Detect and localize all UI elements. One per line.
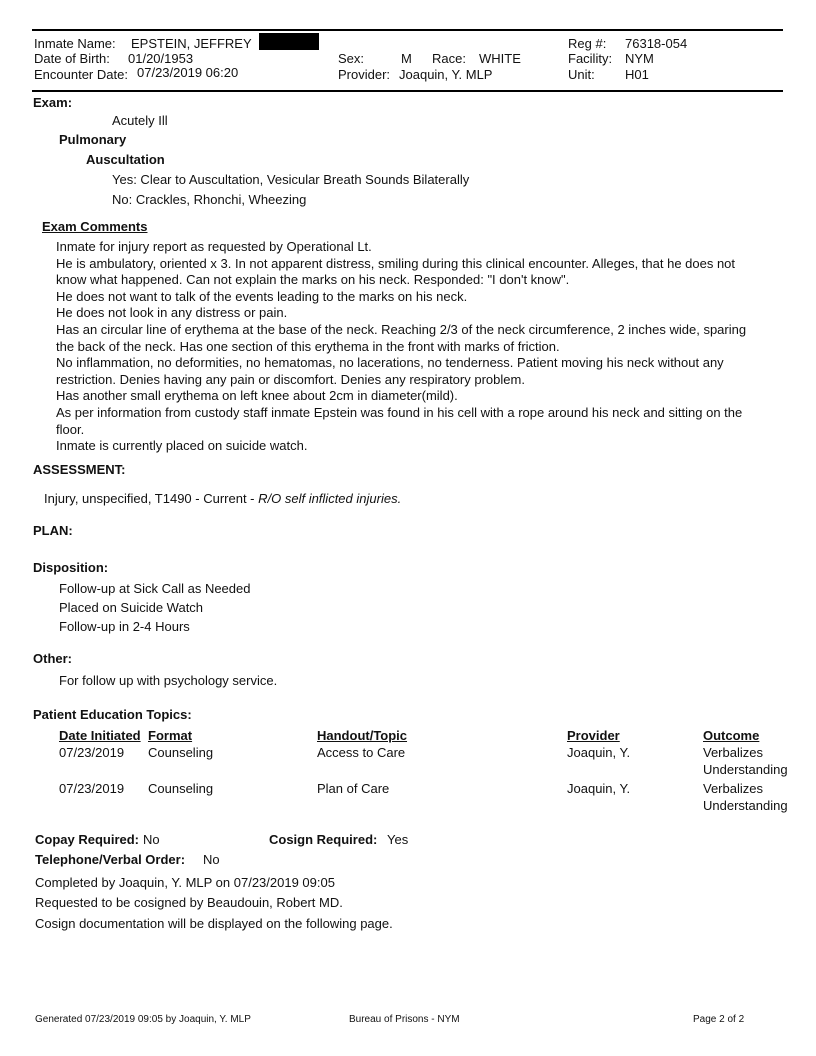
comment-line: Has another small erythema on left knee about 2cm in diameter(mild). bbox=[56, 388, 458, 404]
row-topic: Access to Care bbox=[317, 745, 406, 760]
facility-label: Facility: bbox=[568, 51, 613, 66]
row-outcome-line2: Understanding bbox=[703, 798, 788, 813]
row-outcome-line2: Understanding bbox=[703, 762, 788, 777]
comment-line: Has an circular line of erythema at the base of the neck. Reaching 2/3 of the neck circumference, 2 inches wide, sparing bbox=[56, 321, 747, 337]
footer-bureau: Bureau of Prisons - NYM bbox=[349, 1014, 460, 1025]
row-format: Counseling bbox=[148, 745, 214, 760]
education-heading: Patient Education Topics: bbox=[33, 707, 192, 722]
comment-line: As per information from custody staff inmate Epstein was found in his cell with a rope around his neck and sitting on the bbox=[56, 404, 743, 420]
col-outcome: Outcome bbox=[703, 728, 760, 743]
unit-value: H01 bbox=[625, 67, 649, 82]
facility-value: NYM bbox=[625, 51, 654, 66]
col-date-initiated: Date Initiated bbox=[59, 728, 141, 743]
race-label: Race: bbox=[432, 51, 466, 66]
encounter-date-label: Encounter Date: bbox=[34, 67, 128, 82]
copay-value: No bbox=[143, 832, 160, 847]
row-topic: Plan of Care bbox=[317, 781, 390, 796]
comment-line: He does not look in any distress or pain. bbox=[56, 305, 288, 321]
disposition-item: Follow-up in 2-4 Hours bbox=[59, 619, 190, 634]
comment-line: Inmate is currently placed on suicide watch. bbox=[56, 438, 308, 454]
provider-value: Joaquin, Y. MLP bbox=[399, 67, 493, 82]
comment-line: Inmate for injury report as requested by Operational Lt. bbox=[56, 239, 372, 254]
exam-heading: Exam: bbox=[33, 95, 73, 110]
copay-label: Copay Required: bbox=[35, 832, 140, 847]
other-heading: Other: bbox=[33, 651, 72, 666]
completed-by: Completed by Joaquin, Y. MLP on 07/23/2019 09:05 bbox=[35, 875, 335, 890]
col-format: Format bbox=[148, 728, 193, 743]
assessment-text bbox=[44, 491, 401, 506]
row-date: 07/23/2019 bbox=[59, 745, 125, 760]
other-text: For follow up with psychology service. bbox=[59, 673, 278, 688]
header-bottom-rule bbox=[32, 90, 783, 92]
assessment-heading: ASSESSMENT: bbox=[33, 462, 126, 477]
comment-line: floor. bbox=[56, 421, 85, 437]
dob-value: 01/20/1953 bbox=[128, 51, 194, 66]
row-provider: Joaquin, Y. bbox=[567, 781, 631, 796]
comment-line: restriction. Denies having any pain or discomfort. Denies any respiratory problem. bbox=[56, 371, 525, 387]
sex-label: Sex: bbox=[338, 51, 365, 66]
comment-line: No inflammation, no deformities, no hematomas, no lacerations, no tenderness. Patient moving his neck without any bbox=[56, 355, 724, 371]
dob-label: Date of Birth: bbox=[34, 51, 110, 66]
comment-line: the back of the neck. Has one section of this erythema in the front with marks of friction. bbox=[56, 338, 560, 354]
sex-value: M bbox=[401, 51, 412, 66]
col-handout-topic: Handout/Topic bbox=[317, 728, 408, 743]
comment-line: He does not want to talk of the events leading to the marks on his neck. bbox=[56, 288, 468, 304]
assessment-diagnosis: Injury, unspecified, T1490 - Current - bbox=[44, 491, 259, 506]
assessment-note: R/O self inflicted injuries. bbox=[258, 491, 402, 506]
exam-comments-body bbox=[56, 239, 776, 455]
disposition-item: Follow-up at Sick Call as Needed bbox=[59, 581, 251, 596]
disposition-heading: Disposition: bbox=[33, 560, 109, 575]
telephone-order-label: Telephone/Verbal Order: bbox=[35, 852, 186, 867]
exam-yes: Yes: Clear to Auscultation, Vesicular Breath Sounds Bilaterally bbox=[112, 172, 470, 187]
redaction-box bbox=[259, 33, 319, 50]
row-outcome-line1: Verbalizes bbox=[703, 745, 763, 760]
comment-line: He is ambulatory, oriented x 3. In not apparent distress, smiling during this clinical encounter. Alleges, that he does not bbox=[56, 255, 736, 271]
reg-value: 76318-054 bbox=[625, 36, 688, 51]
encounter-date-value: 07/23/2019 06:20 bbox=[137, 65, 239, 80]
exam-system: Pulmonary bbox=[59, 132, 127, 147]
disposition-item: Placed on Suicide Watch bbox=[59, 600, 204, 615]
cosign-value: Yes bbox=[387, 832, 409, 847]
row-provider: Joaquin, Y. bbox=[567, 745, 631, 760]
inmate-name-label: Inmate Name: bbox=[34, 36, 116, 51]
row-outcome-line1: Verbalizes bbox=[703, 781, 763, 796]
footer-generated: Generated 07/23/2019 09:05 by Joaquin, Y. MLP bbox=[35, 1014, 251, 1025]
cosign-request: Requested to be cosigned by Beaudouin, Robert MD. bbox=[35, 895, 343, 910]
cosign-documentation-note: Cosign documentation will be displayed on the following page. bbox=[35, 916, 393, 931]
exam-no: No: Crackles, Rhonchi, Wheezing bbox=[112, 192, 307, 207]
plan-heading: PLAN: bbox=[33, 523, 73, 538]
row-format: Counseling bbox=[148, 781, 214, 796]
exam-subsection: Auscultation bbox=[86, 152, 165, 167]
inmate-name: EPSTEIN, JEFFREY bbox=[131, 36, 252, 51]
telephone-order-value: No bbox=[203, 852, 220, 867]
row-date: 07/23/2019 bbox=[59, 781, 125, 796]
col-provider: Provider bbox=[567, 728, 620, 743]
provider-label: Provider: bbox=[338, 67, 391, 82]
exam-general: Acutely Ill bbox=[112, 113, 168, 128]
reg-label: Reg #: bbox=[568, 36, 607, 51]
cosign-label: Cosign Required: bbox=[269, 832, 378, 847]
exam-comments-heading: Exam Comments bbox=[42, 219, 148, 234]
race-value: WHITE bbox=[479, 51, 521, 66]
footer-page-number: Page 2 of 2 bbox=[693, 1014, 745, 1025]
comment-line: know what happened. Can not explain the marks on his neck. Responded: "I don't know". bbox=[56, 272, 570, 288]
unit-label: Unit: bbox=[568, 67, 595, 82]
header-top-rule bbox=[32, 29, 783, 31]
